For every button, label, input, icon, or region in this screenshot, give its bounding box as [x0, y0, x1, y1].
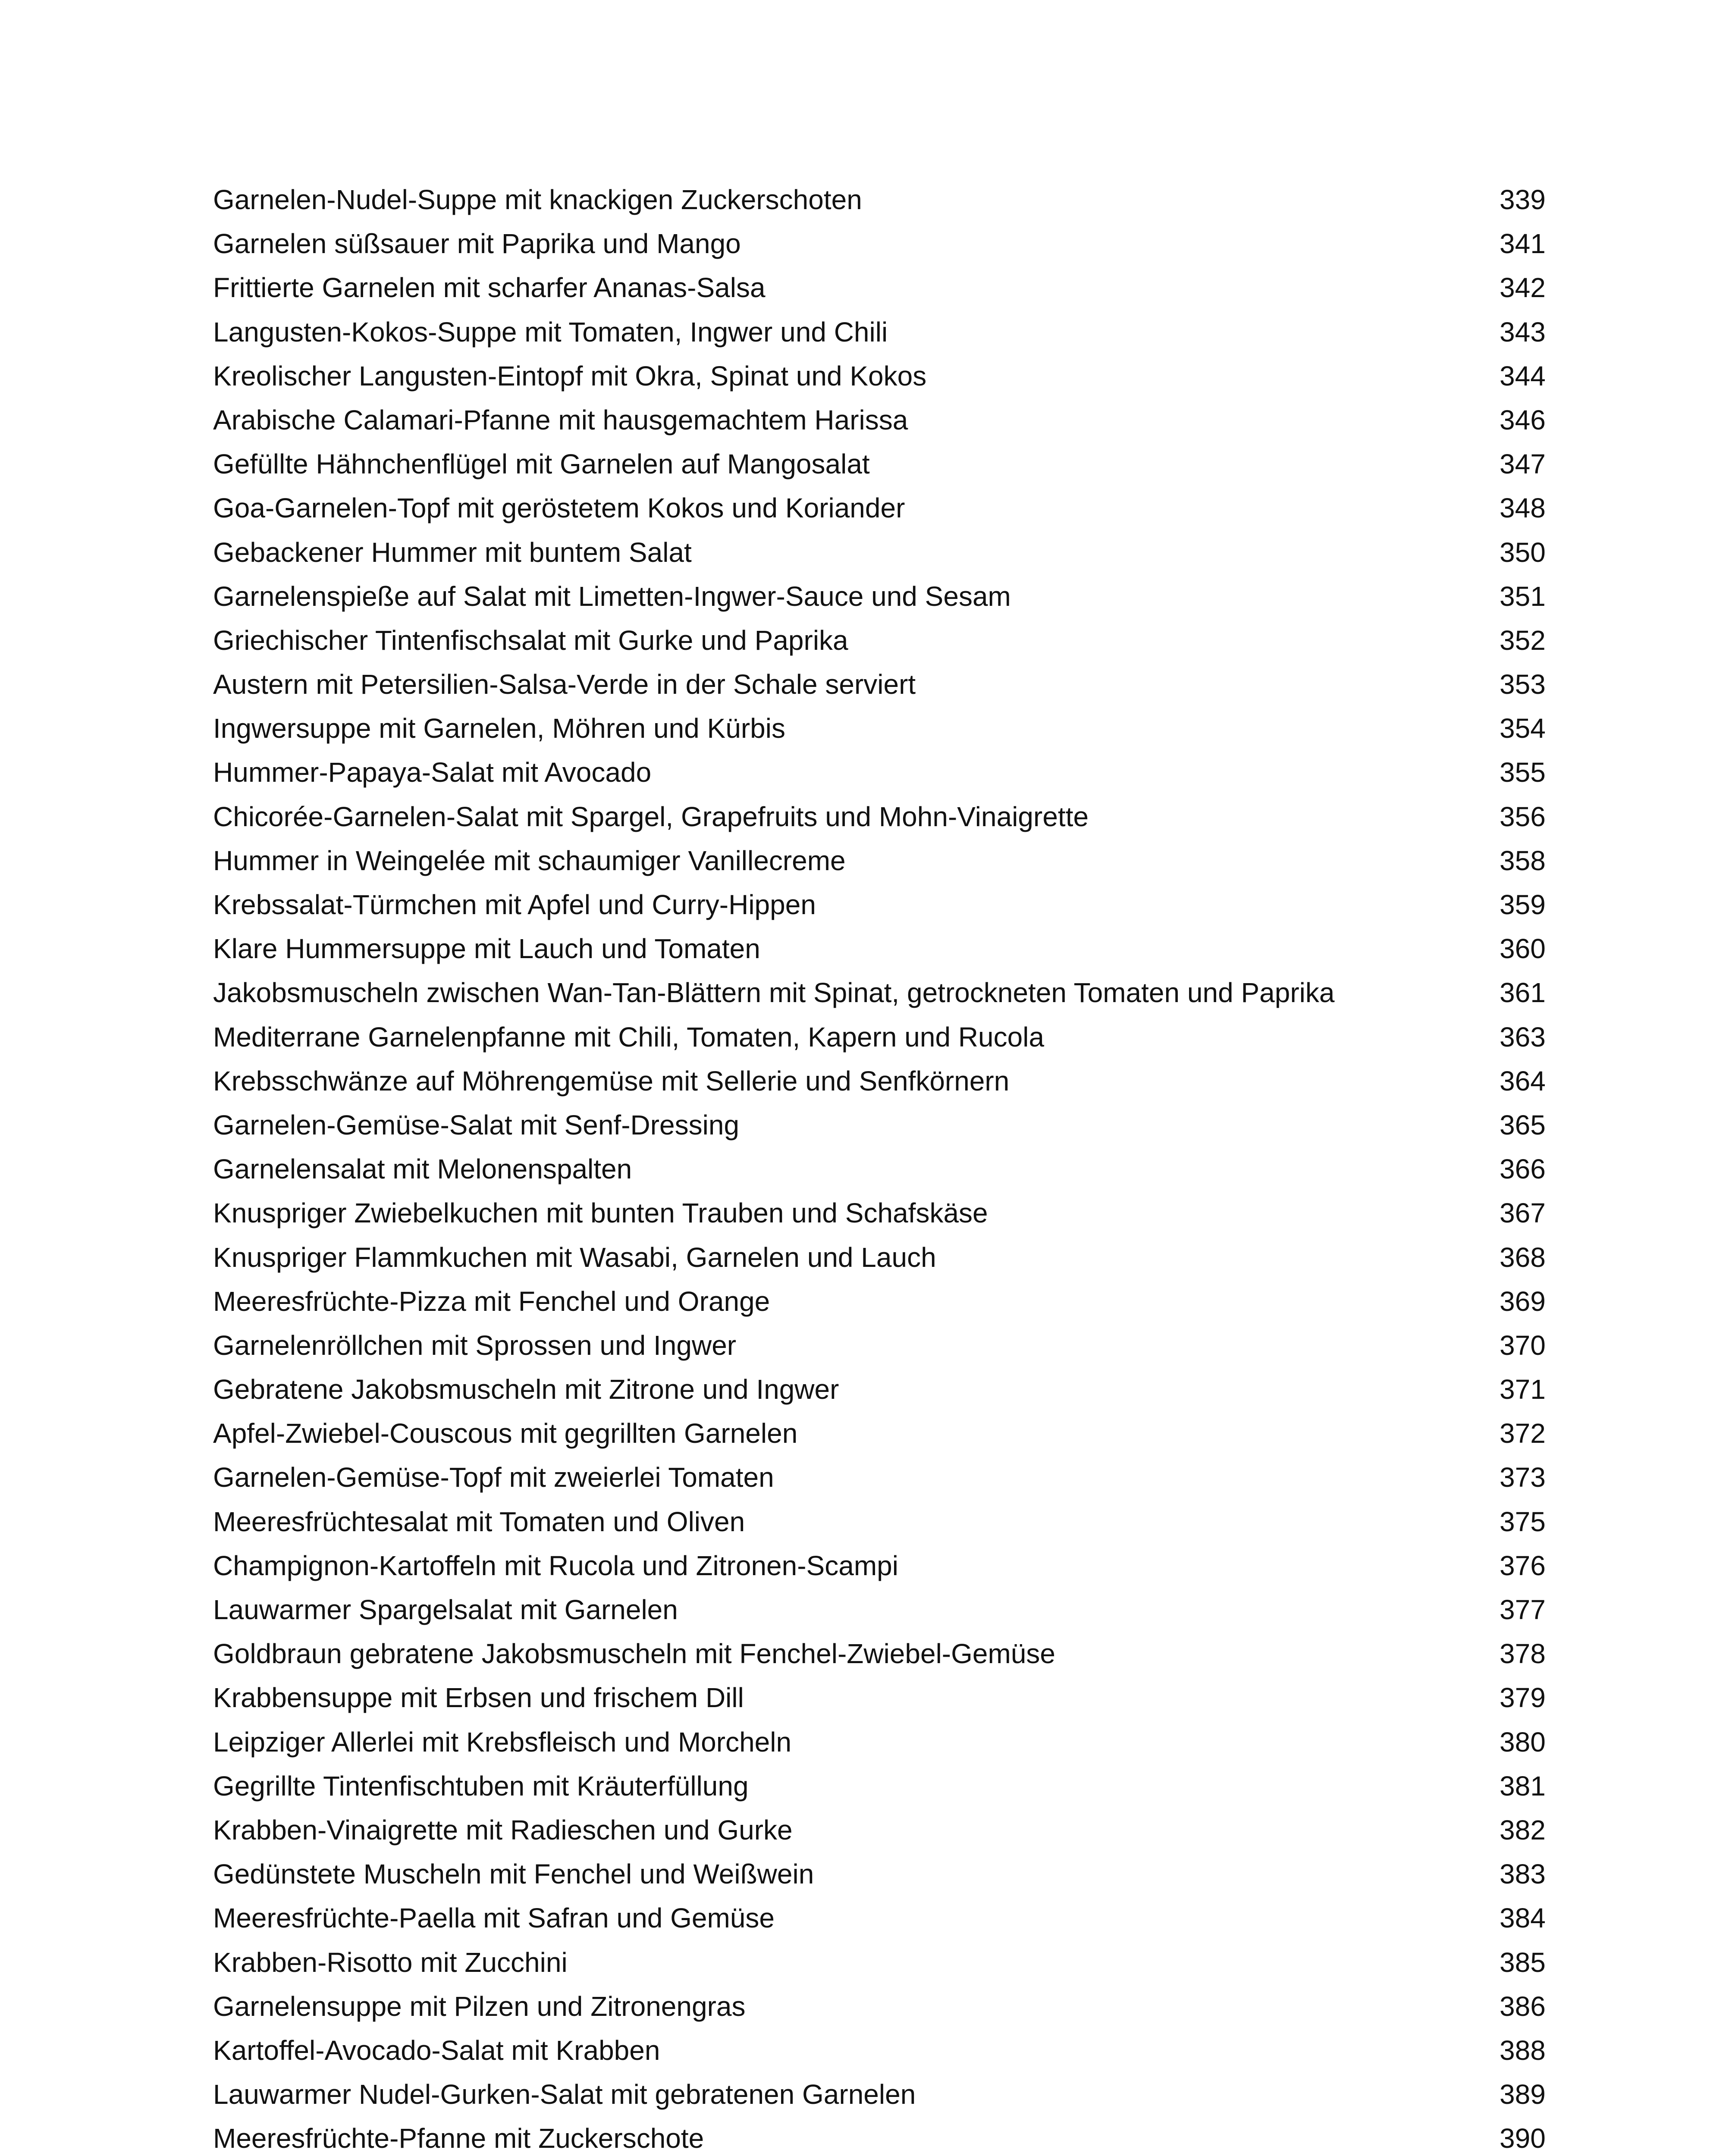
toc-entry: [213, 222, 1550, 266]
toc-entry-title: Mediterrane Garnelenpfanne mit Chili, Tomaten, Kapern und Rucola: [213, 1021, 1045, 1053]
toc-entry: [213, 1411, 1550, 1455]
toc-entry-title: Apfel-Zwiebel-Couscous mit gegrillten Garnelen: [213, 1418, 798, 1449]
toc-entry-title: Austern mit Petersilien-Salsa-Verde in der Schale serviert: [213, 669, 916, 700]
toc-entry-title: Krabbensuppe mit Erbsen und frischem Dill: [213, 1682, 744, 1714]
toc-entry: [213, 1588, 1550, 1632]
toc-entry: [213, 706, 1550, 750]
toc-entry: [213, 398, 1550, 442]
toc-entry-page: 372: [1500, 1418, 1546, 1449]
toc-entry-title: Gebratene Jakobsmuscheln mit Zitrone und Ingwer: [213, 1374, 839, 1405]
toc-entry: [213, 2072, 1550, 2116]
toc-entry-page: 370: [1500, 1329, 1546, 1361]
toc-entry: [213, 1676, 1550, 1720]
toc-entry: [213, 1059, 1550, 1103]
toc-entry-page: 381: [1500, 1770, 1546, 1802]
toc-entry-title: Ingwersuppe mit Garnelen, Möhren und Kürbis: [213, 713, 785, 744]
toc-entry-title: Garnelen-Gemüse-Topf mit zweierlei Tomaten: [213, 1462, 774, 1493]
toc-entry-title: Meeresfrüchte-Pizza mit Fenchel und Orange: [213, 1285, 770, 1317]
toc-entry-page: 352: [1500, 624, 1546, 656]
toc-entry-title: Chicorée-Garnelen-Salat mit Spargel, Grapefruits und Mohn-Vinaigrette: [213, 801, 1089, 832]
toc-entry-title: Gegrillte Tintenfischtuben mit Kräuterfüllung: [213, 1770, 749, 1802]
toc-entry-title: Goa-Garnelen-Topf mit geröstetem Kokos und Koriander: [213, 492, 905, 524]
toc-entry: [213, 971, 1550, 1015]
toc-entry: [213, 618, 1550, 662]
toc-entry-title: Garnelensuppe mit Pilzen und Zitronengras: [213, 1990, 746, 2022]
toc-entry-page: 354: [1500, 713, 1546, 744]
toc-entry-page: 341: [1500, 228, 1546, 260]
toc-entry-title: Krabben-Vinaigrette mit Radieschen und Gurke: [213, 1814, 793, 1846]
toc-entry-title: Lauwarmer Nudel-Gurken-Salat mit gebratenen Garnelen: [213, 2079, 916, 2110]
toc-entry-title: Goldbraun gebratene Jakobsmuscheln mit Fenchel-Zwiebel-Gemüse: [213, 1638, 1055, 1670]
toc-entry-title: Garnelen-Nudel-Suppe mit knackigen Zuckerschoten: [213, 184, 862, 215]
toc-entry-page: 389: [1500, 2079, 1546, 2110]
toc-entry: [213, 1720, 1550, 1764]
toc-entry-page: 384: [1500, 1902, 1546, 1934]
toc-entry-page: 383: [1500, 1858, 1546, 1890]
toc-entry-title: Garnelensalat mit Melonenspalten: [213, 1153, 632, 1185]
toc-entry-title: Lauwarmer Spargelsalat mit Garnelen: [213, 1594, 678, 1625]
toc-entry: [213, 266, 1550, 310]
toc-entry: [213, 1279, 1550, 1323]
toc-entry-page: 342: [1500, 272, 1546, 304]
toc-entry-page: 379: [1500, 1682, 1546, 1714]
toc-entry-page: 390: [1500, 2123, 1546, 2154]
toc-entry: [213, 442, 1550, 486]
toc-entry: [213, 486, 1550, 530]
toc-entry-page: 365: [1500, 1109, 1546, 1141]
toc-entry-title: Garnelenröllchen mit Sprossen und Ingwer: [213, 1329, 737, 1361]
toc-entry-title: Champignon-Kartoffeln mit Rucola und Zitronen-Scampi: [213, 1550, 898, 1581]
toc-entry-page: 386: [1500, 1990, 1546, 2022]
toc-entry: [213, 1235, 1550, 1279]
toc-entry-page: 358: [1500, 845, 1546, 876]
toc-entry-page: 388: [1500, 2034, 1546, 2066]
toc-entry: [213, 1940, 1550, 1984]
toc-entry-title: Meeresfrüchte-Pfanne mit Zuckerschote: [213, 2123, 704, 2154]
toc-entry-title: Garnelenspieße auf Salat mit Limetten-Ingwer-Sauce und Sesam: [213, 580, 1011, 612]
toc-entry: [213, 839, 1550, 883]
toc-entry-page: 377: [1500, 1594, 1546, 1625]
toc-entry-title: Meeresfrüchte-Paella mit Safran und Gemüse: [213, 1902, 775, 1934]
toc-entry-page: 356: [1500, 801, 1546, 832]
toc-entry: [213, 795, 1550, 839]
toc-entry-page: 368: [1500, 1241, 1546, 1273]
toc-entry-page: 373: [1500, 1462, 1546, 1493]
toc-entry: [213, 1500, 1550, 1544]
toc-entry: [213, 1191, 1550, 1235]
toc-entry: [213, 662, 1550, 706]
toc-entry: [213, 1852, 1550, 1896]
toc-entry-page: 343: [1500, 316, 1546, 348]
toc-entry-page: 363: [1500, 1021, 1546, 1053]
toc-entry: [213, 2028, 1550, 2072]
toc-entry-page: 350: [1500, 536, 1546, 568]
toc-entry-page: 359: [1500, 889, 1546, 920]
toc-entry-title: Krebsschwänze auf Möhrengemüse mit Sellerie und Senfkörnern: [213, 1065, 1010, 1097]
toc-entry-page: 339: [1500, 184, 1546, 215]
toc-entry-page: 375: [1500, 1506, 1546, 1537]
toc-entry-page: 351: [1500, 580, 1546, 612]
toc-entry: [213, 1896, 1550, 1940]
toc-entry-page: 380: [1500, 1726, 1546, 1758]
toc-entry-title: Gebackener Hummer mit buntem Salat: [213, 536, 692, 568]
toc-entry: [213, 530, 1550, 574]
toc-entry: [213, 1808, 1550, 1852]
toc-entry-title: Knuspriger Zwiebelkuchen mit bunten Trauben und Schafskäse: [213, 1197, 988, 1229]
toc-entry-page: 378: [1500, 1638, 1546, 1670]
toc-entry-page: 369: [1500, 1285, 1546, 1317]
toc-entry-page: 371: [1500, 1374, 1546, 1405]
table-of-contents: [213, 178, 1550, 2156]
toc-entry: [213, 178, 1550, 222]
toc-entry: [213, 354, 1550, 398]
toc-entry-title: Griechischer Tintenfischsalat mit Gurke und Paprika: [213, 624, 848, 656]
toc-entry-page: 360: [1500, 933, 1546, 965]
toc-entry-title: Meeresfrüchtesalat mit Tomaten und Oliven: [213, 1506, 745, 1537]
toc-entry-title: Klare Hummersuppe mit Lauch und Tomaten: [213, 933, 760, 965]
toc-entry-title: Garnelen-Gemüse-Salat mit Senf-Dressing: [213, 1109, 740, 1141]
toc-entry-title: Hummer-Papaya-Salat mit Avocado: [213, 757, 652, 788]
toc-entry: [213, 1103, 1550, 1147]
toc-entry-page: 361: [1500, 977, 1546, 1009]
toc-entry-title: Garnelen süßsauer mit Paprika und Mango: [213, 228, 741, 260]
toc-entry-title: Jakobsmuscheln zwischen Wan-Tan-Blättern mit Spinat, getrockneten Tomaten und Paprika: [213, 977, 1335, 1009]
toc-entry: [213, 1147, 1550, 1191]
toc-entry: [213, 574, 1550, 618]
toc-entry-page: 364: [1500, 1065, 1546, 1097]
toc-entry-title: Knuspriger Flammkuchen mit Wasabi, Garnelen und Lauch: [213, 1241, 936, 1273]
toc-entry-page: 367: [1500, 1197, 1546, 1229]
toc-entry-page: 346: [1500, 404, 1546, 436]
toc-entry: [213, 1764, 1550, 1808]
toc-entry: [213, 927, 1550, 971]
toc-entry: [213, 1632, 1550, 1676]
toc-entry: [213, 310, 1550, 354]
toc-entry-page: 348: [1500, 492, 1546, 524]
toc-entry: [213, 1984, 1550, 2028]
toc-entry-page: 366: [1500, 1153, 1546, 1185]
toc-entry-page: 382: [1500, 1814, 1546, 1846]
toc-entry-page: 376: [1500, 1550, 1546, 1581]
toc-entry-page: 347: [1500, 448, 1546, 480]
toc-entry-title: Arabische Calamari-Pfanne mit hausgemachtem Harissa: [213, 404, 908, 436]
toc-entry: [213, 883, 1550, 927]
toc-entry-title: Gedünstete Muscheln mit Fenchel und Weißwein: [213, 1858, 814, 1890]
toc-entry-page: 355: [1500, 757, 1546, 788]
toc-entry-title: Frittierte Garnelen mit scharfer Ananas-Salsa: [213, 272, 766, 304]
toc-entry: [213, 1455, 1550, 1499]
toc-entry-page: 344: [1500, 360, 1546, 392]
toc-entry: [213, 1544, 1550, 1588]
toc-entry-title: Langusten-Kokos-Suppe mit Tomaten, Ingwer und Chili: [213, 316, 888, 348]
toc-entry-title: Krebssalat-Türmchen mit Apfel und Curry-Hippen: [213, 889, 816, 920]
toc-entry-page: 353: [1500, 669, 1546, 700]
toc-entry: [213, 1323, 1550, 1367]
toc-entry-title: Leipziger Allerlei mit Krebsfleisch und Morcheln: [213, 1726, 792, 1758]
toc-entry: [213, 1367, 1550, 1411]
toc-entry-page: 385: [1500, 1946, 1546, 1978]
toc-entry: [213, 750, 1550, 794]
toc-entry-title: Krabben-Risotto mit Zucchini: [213, 1946, 568, 1978]
toc-entry: [213, 1015, 1550, 1059]
toc-entry: [213, 2116, 1550, 2156]
toc-entry-title: Gefüllte Hähnchenflügel mit Garnelen auf Mangosalat: [213, 448, 870, 480]
toc-entry-title: Kartoffel-Avocado-Salat mit Krabben: [213, 2034, 660, 2066]
toc-entry-title: Kreolischer Langusten-Eintopf mit Okra, Spinat und Kokos: [213, 360, 927, 392]
toc-entry-title: Hummer in Weingelée mit schaumiger Vanillecreme: [213, 845, 846, 876]
